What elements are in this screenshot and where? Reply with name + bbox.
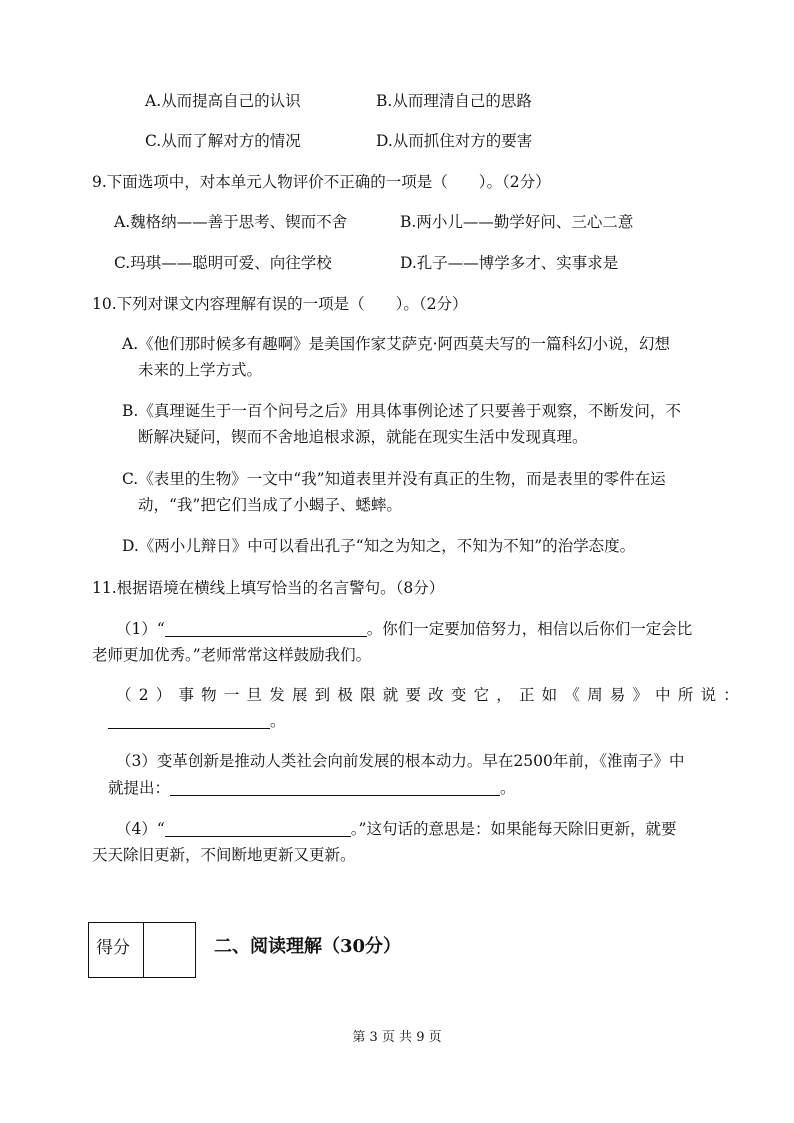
- q10-stem: 10.下列对课文内容理解有误的一项是（ ）。（2分）: [92, 295, 468, 313]
- score-box-divider: [143, 923, 144, 977]
- q9-option-a: A.魏格纳——善于思考、锲而不舍: [114, 213, 348, 231]
- q11-s2-blank[interactable]: [108, 712, 270, 729]
- q10-option-c-line2: 动，“我”把它们当成了小蝎子、蟋蟀。: [138, 496, 402, 514]
- q10-option-b-line1: B.《真理诞生于一百个问号之后》用具体事例论述了只要善于观察，不断发问，不: [122, 402, 681, 420]
- q11-s3-blank[interactable]: [170, 779, 500, 796]
- score-box: [88, 922, 196, 978]
- q11-stem: 11.根据语境在横线上填写恰当的名言警句。（8分）: [92, 579, 445, 597]
- q11-sentence-1: [116, 618, 692, 640]
- q11-s3-prefix: 就提出：: [108, 779, 171, 797]
- q11-s4-prefix: （4）“: [116, 820, 165, 838]
- q11-s1-blank[interactable]: [165, 620, 367, 637]
- q11-s4-line2: 天天除旧更新，不间断地更新又更新。: [92, 846, 356, 864]
- q11-s3-line1: （3）变革创新是推动人类社会向前发展的根本动力。早在2500年前，《淮南子》中: [116, 752, 685, 770]
- q11-s3-suffix: 。: [500, 779, 516, 797]
- score-label: 得分: [96, 938, 130, 958]
- q8-option-b: B.从而理清自己的思路: [376, 92, 532, 110]
- q10-option-c-line1: C.《表里的生物》一文中“我”知道表里并没有真正的生物，而是表里的零件在运: [122, 470, 666, 488]
- page-number: 第 3 页 共 9 页: [352, 1030, 442, 1045]
- section-2-title: 二、阅读理解（30分）: [214, 936, 402, 957]
- q11-s1-line2: 老师更加优秀。”老师常常这样鼓励我们。: [92, 646, 372, 664]
- q11-s4-suffix: 。”这句话的意思是：如果能每天除旧更新，就要: [350, 820, 677, 838]
- q9-option-c: C.玛琪——聪明可爱、向往学校: [114, 254, 332, 272]
- q11-sentence-3-answer: [108, 777, 516, 799]
- q10-option-a-line2: 未来的上学方式。: [138, 361, 263, 379]
- q9-option-b: B.两小儿——勤学好问、三心二意: [400, 213, 634, 231]
- q10-option-a-line1: A.《他们那时候多有趣啊》是美国作家艾萨克·阿西莫夫写的一篇科幻小说，幻想: [122, 335, 671, 353]
- q8-option-c: C.从而了解对方的情况: [145, 132, 301, 150]
- q9-option-d: D.孔子——博学多才、实事求是: [400, 254, 619, 272]
- q8-option-d: D.从而抓住对方的要害: [376, 132, 533, 150]
- q11-s4-blank[interactable]: [165, 820, 351, 837]
- q9-stem: 9.下面选项中，对本单元人物评价不正确的一项是（ ）。（2分）: [92, 173, 551, 191]
- q10-option-d: D.《两小儿辩日》中可以看出孔子“知之为知之，不知为不知”的治学态度。: [122, 537, 636, 555]
- q11-s1-suffix: 。你们一定要加倍努力，相信以后你们一定会比: [366, 620, 693, 638]
- q11-s2-line1: （2）事物一旦发展到极限就要改变它，正如《周易》中所说：: [116, 686, 746, 704]
- q8-option-a: A.从而提高自己的认识: [145, 92, 301, 110]
- q11-sentence-4: [116, 818, 676, 840]
- q10-option-b-line2: 断解决疑问，锲而不舍地追根求源，就能在现实生活中发现真理。: [138, 428, 588, 446]
- q11-s2-suffix: 。: [270, 712, 286, 730]
- q11-sentence-2-answer: [108, 710, 286, 732]
- q11-s1-prefix: （1）“: [116, 620, 165, 638]
